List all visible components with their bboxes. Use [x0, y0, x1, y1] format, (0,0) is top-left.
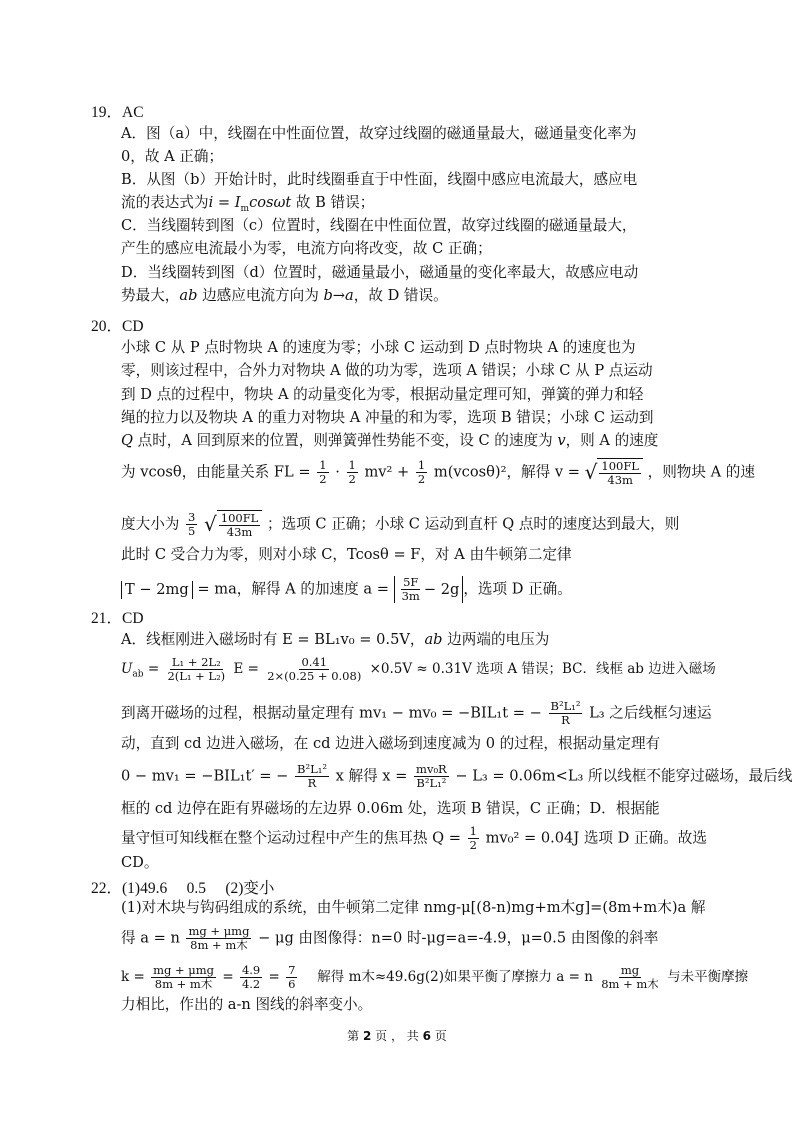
numerator: 3: [188, 510, 196, 524]
fraction: [286, 964, 297, 991]
text: 边两端的电压为: [442, 631, 550, 648]
denominator: 8m + m木: [190, 938, 248, 952]
formula: Q: [121, 432, 133, 449]
fraction: [416, 459, 427, 486]
text-line: 小球 C 从 P 点时物块 A 的速度为零；小球 C 运动到 D 点时物块 A 的速度也为: [121, 339, 636, 356]
formula: b→a: [323, 287, 354, 304]
denominator: 2: [417, 472, 426, 486]
text: E =: [233, 661, 264, 677]
text: 第: [347, 1029, 363, 1043]
text: 页 ， 共: [371, 1029, 423, 1043]
fraction: [549, 700, 583, 727]
denominator: 2: [348, 472, 356, 486]
denominator: 8m + m木: [154, 977, 213, 991]
question-number: 19．AC: [91, 104, 144, 121]
formula: cosωt: [249, 194, 292, 211]
text-line: 0，故 A 正确；: [121, 148, 224, 165]
numerator: B²L₁²: [297, 762, 327, 776]
text: 度大小为: [121, 515, 180, 533]
radical-sign-icon: √: [204, 512, 217, 536]
numerator: 7: [288, 963, 296, 977]
text-line: [121, 458, 755, 487]
numerator: mg + μmg: [153, 963, 215, 977]
text: 量守恒可知线框在整个运动过程中产生的焦耳热 Q =: [121, 829, 466, 847]
numerator: 0.41: [301, 655, 328, 669]
text-line: 绳的拉力以及物块 A 的重力对物块 A 冲量的和为零，选项 B 错误；小球 C 运动到: [121, 409, 654, 426]
numerator: 5F: [403, 575, 419, 589]
formula: U: [121, 661, 133, 677]
text-line: [121, 510, 711, 539]
text: mv² +: [364, 463, 414, 481]
text: 0 − mv₁ = −BIL₁t′ = −: [121, 767, 289, 785]
page-number: 2: [363, 1029, 372, 1043]
fraction: [347, 459, 358, 486]
square-root: [585, 458, 643, 487]
question-number: 21．CD: [91, 610, 144, 627]
text-line: CD。: [121, 854, 159, 871]
page-total: 6: [422, 1029, 431, 1043]
fraction: [151, 964, 216, 991]
text: 点时，A 回到原来的位置，则弹簧弹性势能不变，设 C 的速度为: [132, 432, 558, 449]
radical-sign-icon: √: [584, 460, 598, 484]
numerator: L₁ + 2L₂: [171, 655, 221, 669]
absolute-value: [121, 581, 193, 599]
text-line: (1)对木块与钩码组成的系统，由牛顿第二定律 nmg-μ[(8-n)mg+m木g]=(8m+m木)a 解: [121, 899, 706, 916]
question-number: 20．CD: [91, 318, 144, 335]
text-line: 零，则该过程中，合外力对物块 A 做的功为零，选项 A 错误；小球 C 从 P 点运动: [121, 362, 653, 379]
denominator: 2: [319, 472, 327, 486]
text: = ma，解得 A 的加速度 a =: [192, 580, 394, 598]
denominator: 5: [188, 524, 196, 538]
fraction: [414, 763, 449, 790]
text-line: 到 D 点的过程中，物块 A 的动量变化为零，根据动量定理可知，弹簧的弹力和轻: [121, 386, 644, 403]
text-line: [121, 825, 711, 852]
question-number: 22．(1)49.6 0.5 (2)变小: [91, 880, 275, 897]
formula: i = I: [208, 194, 241, 211]
text-line: [121, 963, 749, 991]
denominator: B²L₁²: [416, 776, 447, 790]
denominator: R: [561, 713, 570, 727]
text-line: [121, 194, 711, 218]
text: m(vcosθ)²，解得 v =: [433, 463, 585, 481]
denominator: 2: [469, 838, 477, 852]
text-line: C．当线圈转到图（c）位置时，线圈在中性面位置，故穿过线圈的磁通量最大，: [121, 217, 637, 234]
denominator: 4.2: [241, 977, 261, 991]
text-line: 框的 cd 边停在距有界磁场的左边界 0.06m 处，选项 B 错误，C 正确；D．根据能: [121, 800, 660, 817]
text-line: 力相比，作出的 a-n 图线的斜率变小。: [121, 996, 373, 1013]
text: ，选项 D 正确。: [463, 580, 572, 598]
fraction: [400, 576, 422, 603]
text: A．线框刚进入磁场时有 E = BL₁v₀ = 0.5V，: [121, 631, 425, 648]
text-line: 动，直到 cd 边进入磁场，在 cd 边进入磁场到速度减为 0 的过程，根据动量定理有: [121, 735, 661, 752]
fraction: [265, 656, 363, 683]
numerator: B²L₁²: [550, 699, 581, 713]
numerator: 1: [319, 458, 327, 472]
fraction: [599, 964, 661, 991]
text: 为 vcosθ，由能量关系 FL =: [121, 463, 316, 481]
text-line: B．从图（b）开始计时，此时线圈垂直于中性面，线圈中感应电流最大，感应电: [121, 171, 638, 188]
text: − μg 由图像得：n=0 时-μg=a=-4.9，μ=0.5 由图像的斜率: [258, 929, 659, 947]
text: ×0.5V ≈ 0.31V 选项 A 错误；BC．线框 ab 边进入磁场: [369, 661, 716, 677]
text: 与未平衡摩擦: [667, 969, 749, 985]
subscript: ab: [132, 669, 144, 680]
text: x 解得 x =: [335, 767, 413, 785]
fraction: [468, 825, 479, 852]
text-line: A．图（a）中，线圈在中性面位置，故穿过线圈的磁通量最大，磁通量变化率为: [121, 125, 637, 142]
numerator: mv₀R: [416, 762, 447, 776]
text: 流的表达式为: [121, 194, 209, 211]
text: ，故 D 错误。: [353, 287, 448, 304]
text: 得 a = n: [121, 929, 180, 947]
fraction: [186, 511, 197, 538]
denominator: 6: [288, 977, 296, 991]
text: 故 B 错误；: [291, 194, 375, 211]
text-line: [121, 700, 711, 727]
text: 到离开磁场的过程，根据动量定理有 mv₁ − mv₀ = −BIL₁t = −: [121, 704, 542, 722]
text: 边感应电流方向为: [197, 287, 324, 304]
text-line: [121, 655, 716, 684]
fraction: [240, 964, 262, 991]
text: 解得 m木≈49.6g(2)如果平衡了摩擦力 a = n: [303, 969, 593, 985]
fraction: [295, 763, 329, 790]
text-line: [121, 925, 711, 952]
text: ，则物块 A 的速: [647, 463, 755, 481]
page-footer: [0, 1027, 794, 1044]
denominator: 43m: [607, 473, 633, 487]
text: ，则 A 的速度: [565, 432, 659, 449]
numerator: 4.9: [241, 963, 261, 977]
text-line: [121, 762, 793, 790]
fraction: [599, 460, 641, 487]
formula: − 2g: [423, 580, 460, 598]
text: mv₀² = 0.04J 选项 D 正确。故选: [485, 829, 707, 847]
fraction: [317, 459, 328, 486]
denominator: 43m: [226, 525, 253, 539]
numerator: 1: [469, 824, 477, 838]
absolute-value: [394, 576, 464, 603]
text-line: [121, 631, 711, 649]
text-line: [121, 576, 711, 603]
fraction: [165, 656, 227, 683]
numerator: 1: [348, 458, 356, 472]
text: 页: [430, 1029, 447, 1043]
subscript: m: [240, 203, 250, 214]
text-line: [121, 432, 711, 450]
numerator: 100FL: [220, 511, 259, 525]
denominator: 8m + m木: [601, 977, 659, 991]
denominator: 2(L₁ + L₂): [167, 669, 226, 683]
text-line: [121, 287, 711, 305]
formula: ab: [179, 287, 198, 304]
text: =: [143, 661, 164, 677]
numerator: mg: [620, 963, 640, 977]
denominator: 3m: [401, 589, 420, 603]
text: 势最大，: [121, 287, 180, 304]
text: L₃ 之后线框匀速运: [589, 704, 712, 722]
formula: T − 2mg: [125, 580, 189, 598]
fraction: [219, 512, 261, 539]
denominator: R: [307, 776, 317, 790]
text: k =: [121, 969, 150, 985]
text-line: 产生的感应电流最小为零，电流方向将改变，故 C 正确；: [121, 240, 492, 257]
square-root: [204, 510, 262, 539]
formula: v: [557, 432, 566, 449]
text: =: [222, 969, 238, 985]
formula: ab: [424, 631, 443, 648]
denominator: 2×(0.25 + 0.08): [267, 669, 362, 683]
text: ；选项 C 正确；小球 C 运动到直杆 Q 点时的速度达到最大，则: [266, 515, 680, 533]
text-line: 此时 C 受合力为零，则对小球 C，Tcosθ = F，对 A 由牛顿第二定律: [121, 546, 572, 563]
text: =: [268, 969, 285, 985]
text-line: D．当线圈转到图（d）位置时，磁通量最小，磁通量的变化率最大，故感应电动: [121, 264, 639, 281]
text: − L₃ = 0.06m<L₃ 所以线框不能穿过磁场，最后线: [455, 767, 793, 785]
text: ·: [335, 463, 340, 481]
numerator: 1: [417, 458, 426, 472]
numerator: mg + μmg: [188, 924, 250, 938]
numerator: 100FL: [601, 459, 639, 473]
fraction: [186, 925, 251, 952]
